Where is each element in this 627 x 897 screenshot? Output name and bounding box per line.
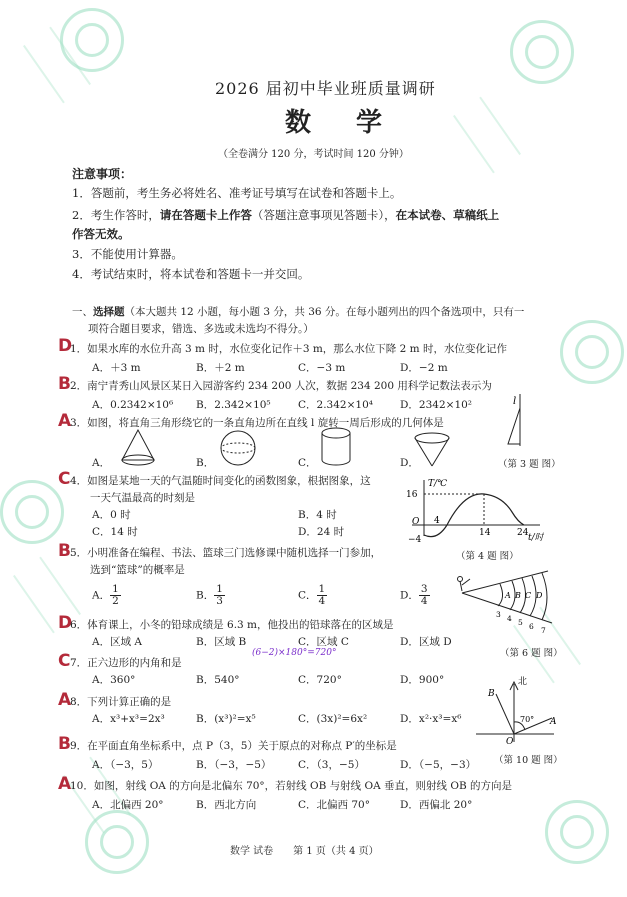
q10-stem: 10．如图，射线 OA 的方向是北偏东 70°，若射线 OB 与射线 OA 垂直，则射线 OB 的方向是 <box>70 780 513 792</box>
note-2-paren: （答题注意事项见答题卡）， <box>251 208 396 222</box>
note-2 <box>72 207 499 223</box>
notes-heading: 注意事项： <box>72 167 133 181</box>
q5-frac-a-num: 1 <box>112 583 119 595</box>
q4-option-b: B．4 时 <box>298 509 337 521</box>
note-2-emph: 请在答题卡上作答 <box>159 208 252 222</box>
answer-mark-q10: A <box>58 774 72 794</box>
q8-stem: 8．下列计算正确的是 <box>70 696 172 708</box>
q5-option-d-label: D． <box>400 589 419 602</box>
region-d-label: D <box>536 591 543 600</box>
region-a-label: A <box>505 591 511 600</box>
q5-option-d <box>400 584 430 607</box>
q2-option-c: C．2.342×10⁴ <box>298 399 373 411</box>
q5-stem-1: 5．小明准备在编程、书法、篮球三门选修课中随机选择一门参加， <box>70 547 382 559</box>
q10-direction-figure <box>470 672 560 750</box>
q8-option-a: A．x³+x³=2x³ <box>92 713 165 725</box>
q5-option-a <box>92 584 121 607</box>
answer-mark-q4: C <box>58 469 71 489</box>
q5-frac-d-den: 4 <box>420 595 428 607</box>
q4-option-a: A．0 时 <box>92 509 131 521</box>
q6-caption: （第 6 题 图） <box>500 648 563 659</box>
q2-option-a: A．0.2342×10⁶ <box>92 399 174 411</box>
q6-option-d: D．区域 D <box>400 636 452 648</box>
fig10-o-label: O <box>506 737 514 747</box>
q9-option-b: B．（−3，−5） <box>196 759 272 771</box>
page-footer: 数学 试卷 第 1 页（共 4 页） <box>230 846 379 857</box>
note-2-text: 2．考生作答时， <box>72 208 160 222</box>
q5-frac-c-num: 1 <box>318 583 326 595</box>
q5-fraction-d <box>419 584 430 607</box>
q8-option-c: C．(3x)²=6x² <box>298 713 368 725</box>
watermark-logo <box>560 320 624 384</box>
q3-stem: 3．如图，将直角三角形绕它的一条直角边所在直线 l 旋转一周后形成的几何体是 <box>70 417 444 429</box>
subject-title: 数 学 <box>285 108 401 138</box>
tick-6: 6 <box>529 622 534 631</box>
section-desc1: （本大题共 12 小题，每小题 3 分，共 36 分。在每小题列出的四个备选项中，只有一 <box>124 306 525 318</box>
watermark-logo <box>510 20 574 84</box>
q5-option-c-label: C． <box>298 589 317 602</box>
tick-7: 7 <box>541 626 546 635</box>
watermark-strip <box>453 97 521 174</box>
q10-option-a: A．北偏西 20° <box>92 799 164 811</box>
note-2-emph2: 在本试卷、草稿纸上 <box>395 208 500 222</box>
q5-option-a-label: A． <box>92 589 111 602</box>
q5-frac-b-num: 1 <box>216 583 223 595</box>
answer-mark-q2: B <box>58 374 71 394</box>
answer-mark-q6: D <box>58 613 73 633</box>
q4-temperature-graph <box>402 478 544 546</box>
watermark-logo <box>545 800 609 864</box>
graph4-y-low: −4 <box>408 535 422 545</box>
cone-solid-a <box>118 428 158 470</box>
thrower-head <box>458 577 463 582</box>
q2-option-b: B．2.342×10⁵ <box>196 399 271 411</box>
note-3: 3．不能使用计算器。 <box>72 247 183 261</box>
q4-stem-2: 一天气温最高的时刻是 <box>90 492 195 504</box>
sector-edge-top <box>462 571 548 593</box>
graph4-y-high: 16 <box>406 490 418 500</box>
q6-option-c: C．区域 C <box>298 636 349 648</box>
q9-stem: 9．在平面直角坐标系中，点 P（3，5）关于原点的对称点 P′的坐标是 <box>70 740 397 752</box>
double-cone-solid-d <box>412 426 452 470</box>
tick-3: 3 <box>496 610 501 619</box>
fig10-north-label: 北 <box>518 677 528 687</box>
answer-mark-q5: B <box>58 541 71 561</box>
tick-5: 5 <box>518 618 523 627</box>
sphere-solid-b <box>218 428 258 468</box>
q3-option-c: C． <box>298 457 317 469</box>
q2-option-d: D．2342×10² <box>400 399 473 411</box>
q5-frac-b-den: 3 <box>216 595 223 607</box>
q8-option-b: B．(x³)²=x⁵ <box>196 713 256 725</box>
graph4-tick-4: 4 <box>434 516 440 526</box>
q9-option-c: C．（3，−5） <box>298 759 365 771</box>
note-4: 4．考试结束时，将本试卷和答题卡一并交回。 <box>72 267 310 281</box>
score-info: （全卷满分 120 分，考试时间 120 分钟） <box>218 149 409 160</box>
q3-option-d: D． <box>400 457 419 469</box>
q4-stem-1: 4．如图是某地一天的气温随时间变化的函数图象，根据图象，这 <box>70 475 371 487</box>
section-label: 一、 <box>72 306 93 318</box>
q3-triangle-figure <box>500 394 530 450</box>
q5-frac-a-den: 2 <box>112 595 119 607</box>
q7-handwritten-calc: (6−2)×180°=720° <box>252 648 337 658</box>
q3-option-a: A． <box>92 457 111 469</box>
q5-option-b-label: B． <box>196 589 215 602</box>
q5-frac-c-den: 4 <box>318 595 326 607</box>
arc-7 <box>542 573 547 620</box>
graph4-tick-24: 24 <box>517 528 529 538</box>
graph4-tick-14: 14 <box>479 528 491 538</box>
q5-frac-d-num: 3 <box>420 583 428 595</box>
graph4-y-label: T/℃ <box>428 479 448 489</box>
q10-option-c: C．北偏西 70° <box>298 799 370 811</box>
q6-shotput-figure <box>448 565 560 637</box>
note-1: 1．答题前，考生务必将姓名、准考证号填写在试卷和答题卡上。 <box>72 186 402 200</box>
q5-stem-2: 选到“篮球”的概率是 <box>90 564 185 576</box>
q7-option-d: D．900° <box>400 674 445 686</box>
graph4-x-label: t/时 <box>528 533 544 543</box>
thrower-arm <box>462 579 470 585</box>
q7-option-b: B．540° <box>196 674 240 686</box>
fig10-a-label: A <box>550 717 557 727</box>
q7-option-a: A．360° <box>92 674 136 686</box>
q10-caption: （第 10 题 图） <box>494 755 563 766</box>
region-b-label: B <box>515 591 521 600</box>
q10-option-b: B．西北方向 <box>196 799 257 811</box>
answer-mark-q1: D <box>58 336 73 356</box>
q5-fraction-c <box>317 584 328 607</box>
q1-option-d: D．−2 m <box>400 362 448 374</box>
q1-option-a: A．＋3 m <box>92 362 141 374</box>
thrower-body <box>460 581 462 591</box>
q6-option-a: A．区域 A <box>92 636 143 648</box>
q1-option-b: B．＋2 m <box>196 362 245 374</box>
watermark-logo <box>0 480 64 544</box>
tick-4: 4 <box>507 614 512 623</box>
section-desc2: 项符合题目要求，错选、多选或未选均不得分。） <box>88 323 314 335</box>
answer-mark-q8: A <box>58 690 72 710</box>
q1-option-c: C．−3 m <box>298 362 346 374</box>
region-c-label: C <box>525 591 532 600</box>
section-heading <box>72 304 524 319</box>
section-name: 选择题 <box>93 306 125 318</box>
q6-stem: 6．体育课上，小冬的铅球成绩是 6.3 m，他投出的铅球落在的区域是 <box>70 619 394 631</box>
q5-fraction-b <box>214 584 225 607</box>
arc-3 <box>498 584 503 606</box>
graph4-origin: O <box>412 517 420 527</box>
cylinder-solid-c <box>316 426 356 468</box>
q4-option-d: D．24 时 <box>298 526 345 538</box>
q8-option-d: D．x²·x³=x⁶ <box>400 713 462 725</box>
fig10-angle-label: 70° <box>520 715 535 724</box>
q3-axis-label: l <box>513 396 517 407</box>
fig10-b-label: B <box>488 689 495 699</box>
q4-option-c: C．14 时 <box>92 526 138 538</box>
q5-option-c <box>298 584 327 607</box>
exam-title: 2026 届初中毕业班质量调研 <box>215 79 436 98</box>
answer-mark-q7: C <box>58 651 71 671</box>
q9-option-a: A．（−3，5） <box>92 759 159 771</box>
q9-option-d: D．（−5，−3） <box>400 759 477 771</box>
q3-caption: （第 3 题 图） <box>498 459 561 470</box>
q3-option-b: B． <box>196 457 215 469</box>
q5-fraction-a <box>110 584 121 607</box>
q4-caption: （第 4 题 图） <box>456 551 519 562</box>
q7-option-c: C．720° <box>298 674 342 686</box>
q5-option-b <box>196 584 225 607</box>
answer-mark-q3: A <box>58 411 72 431</box>
answer-mark-q9: B <box>58 734 71 754</box>
q2-stem: 2．南宁青秀山风景区某日入园游客约 234 200 人次，数据 234 200 用科学记数法表示为 <box>70 380 492 392</box>
note-2-cont: 作答无效。 <box>72 227 130 241</box>
ray-ob <box>496 694 514 734</box>
q7-stem: 7．正六边形的内角和是 <box>70 657 182 669</box>
q10-option-d: D．西偏北 20° <box>400 799 473 811</box>
q1-stem: 1．如果水库的水位升高 3 m 时，水位变化记作＋3 m，那么水位下降 2 m 时，水位变化记作 <box>70 343 507 355</box>
q6-option-b: B．区域 B <box>196 636 247 648</box>
